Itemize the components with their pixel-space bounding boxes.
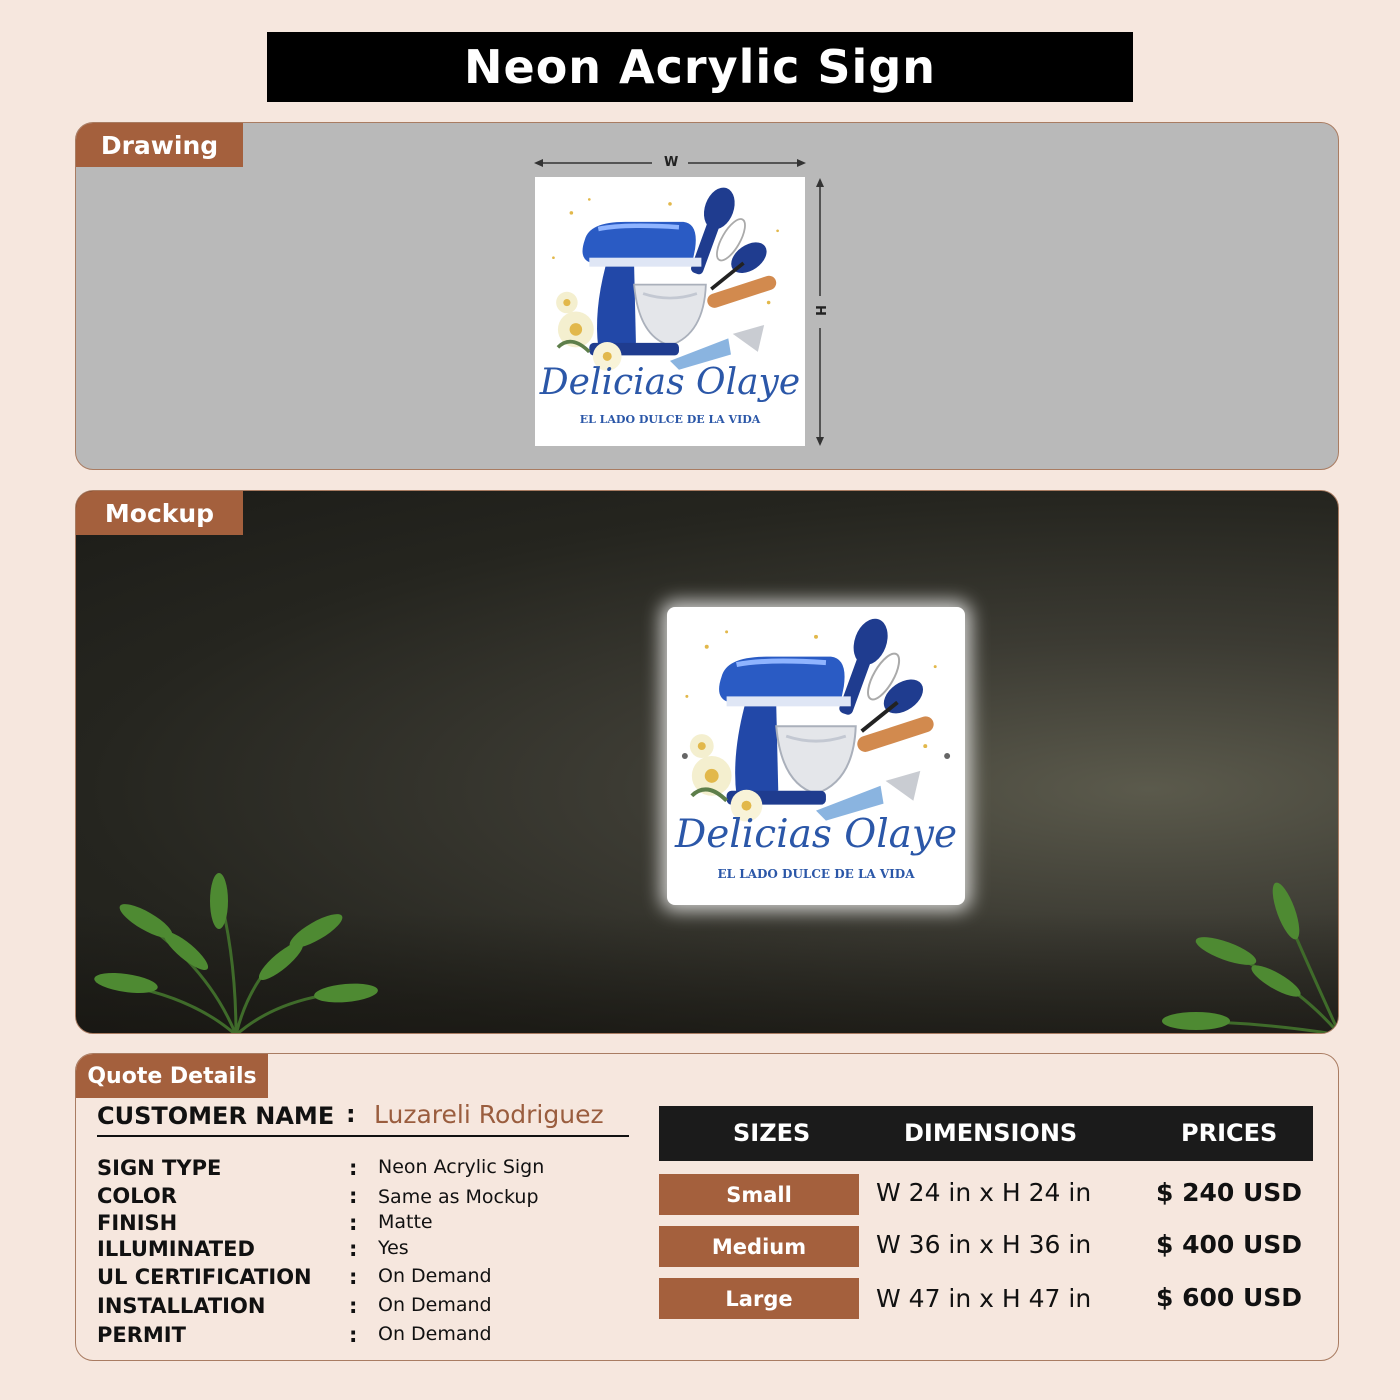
drawing-panel [75, 122, 1339, 470]
size-large: Large [659, 1278, 859, 1319]
spec-row-sign-type [97, 1156, 617, 1182]
fern-plant-left-icon [86, 871, 386, 1034]
size-medium: Medium [659, 1226, 859, 1267]
mockup-logo-brand: Delicias Olaye [674, 812, 958, 857]
header-prices: PRICES [1181, 1119, 1278, 1147]
spec-value: Yes [378, 1237, 409, 1259]
spec-value: On Demand [378, 1323, 492, 1345]
price-small: $ 240 USD [1156, 1178, 1303, 1207]
spec-key: PERMIT [97, 1323, 186, 1347]
spec-row-ul-certification [97, 1265, 617, 1291]
spec-key: SIGN TYPE [97, 1156, 222, 1180]
dimensions-small: W 24 in x H 24 in [876, 1178, 1092, 1207]
drawing-logo-tagline: EL LADO DULCE DE LA VIDA [579, 413, 761, 426]
spec-colon: : [349, 1211, 358, 1235]
price-medium: $ 400 USD [1156, 1230, 1303, 1259]
spec-key: ILLUMINATED [97, 1237, 255, 1261]
drawing-logo-brand: Delicias Olaye [539, 362, 801, 403]
drawing-tab: Drawing [76, 123, 243, 167]
dimensions-large: W 47 in x H 47 in [876, 1284, 1092, 1313]
size-small: Small [659, 1174, 859, 1215]
quote-details-tab: Quote Details [76, 1054, 268, 1098]
mockup-tab: Mockup [76, 491, 243, 535]
price-table-header [659, 1106, 1313, 1161]
spec-colon: : [349, 1323, 358, 1347]
spec-key: COLOR [97, 1184, 177, 1208]
spec-value: On Demand [378, 1294, 492, 1316]
spec-row-permit [97, 1323, 617, 1349]
quote-details-panel [75, 1053, 1339, 1361]
spec-row-installation [97, 1294, 617, 1320]
spec-value: Same as Mockup [378, 1186, 539, 1208]
dimensions-medium: W 36 in x H 36 in [876, 1230, 1092, 1259]
spec-key: INSTALLATION [97, 1294, 266, 1318]
height-label: H [811, 305, 827, 316]
customer-name-underline [97, 1135, 629, 1137]
mockup-sign [667, 607, 965, 905]
spec-row-color [97, 1184, 617, 1210]
stand-mixer-illustration-icon [667, 607, 965, 905]
mockup-logo-tagline: EL LADO DULCE DE LA VIDA [717, 867, 915, 881]
spec-colon: : [349, 1294, 358, 1318]
spec-row-illuminated [97, 1237, 617, 1263]
drawing-logo-image [535, 177, 805, 446]
header-sizes: SIZES [733, 1119, 811, 1147]
spec-row-finish [97, 1211, 617, 1237]
spec-key: UL CERTIFICATION [97, 1265, 312, 1289]
fern-plant-right-icon [1156, 871, 1339, 1034]
page-title: Neon Acrylic Sign [267, 32, 1133, 102]
mockup-panel [75, 490, 1339, 1034]
spec-colon: : [349, 1265, 358, 1289]
header-dimensions: DIMENSIONS [904, 1119, 1078, 1147]
price-large: $ 600 USD [1156, 1283, 1303, 1312]
customer-name-label: CUSTOMER NAME [97, 1102, 335, 1130]
spec-value: Matte [378, 1211, 433, 1233]
spec-colon: : [349, 1156, 358, 1180]
spec-colon: : [349, 1184, 358, 1208]
customer-name-colon: : [346, 1100, 356, 1128]
spec-value: Neon Acrylic Sign [378, 1156, 545, 1178]
spec-value: On Demand [378, 1265, 492, 1287]
stand-mixer-illustration-icon [535, 177, 805, 446]
spec-colon: : [349, 1237, 358, 1261]
width-label: W [664, 155, 679, 170]
spec-key: FINISH [97, 1211, 178, 1235]
customer-name-value: Luzareli Rodriguez [374, 1100, 604, 1129]
